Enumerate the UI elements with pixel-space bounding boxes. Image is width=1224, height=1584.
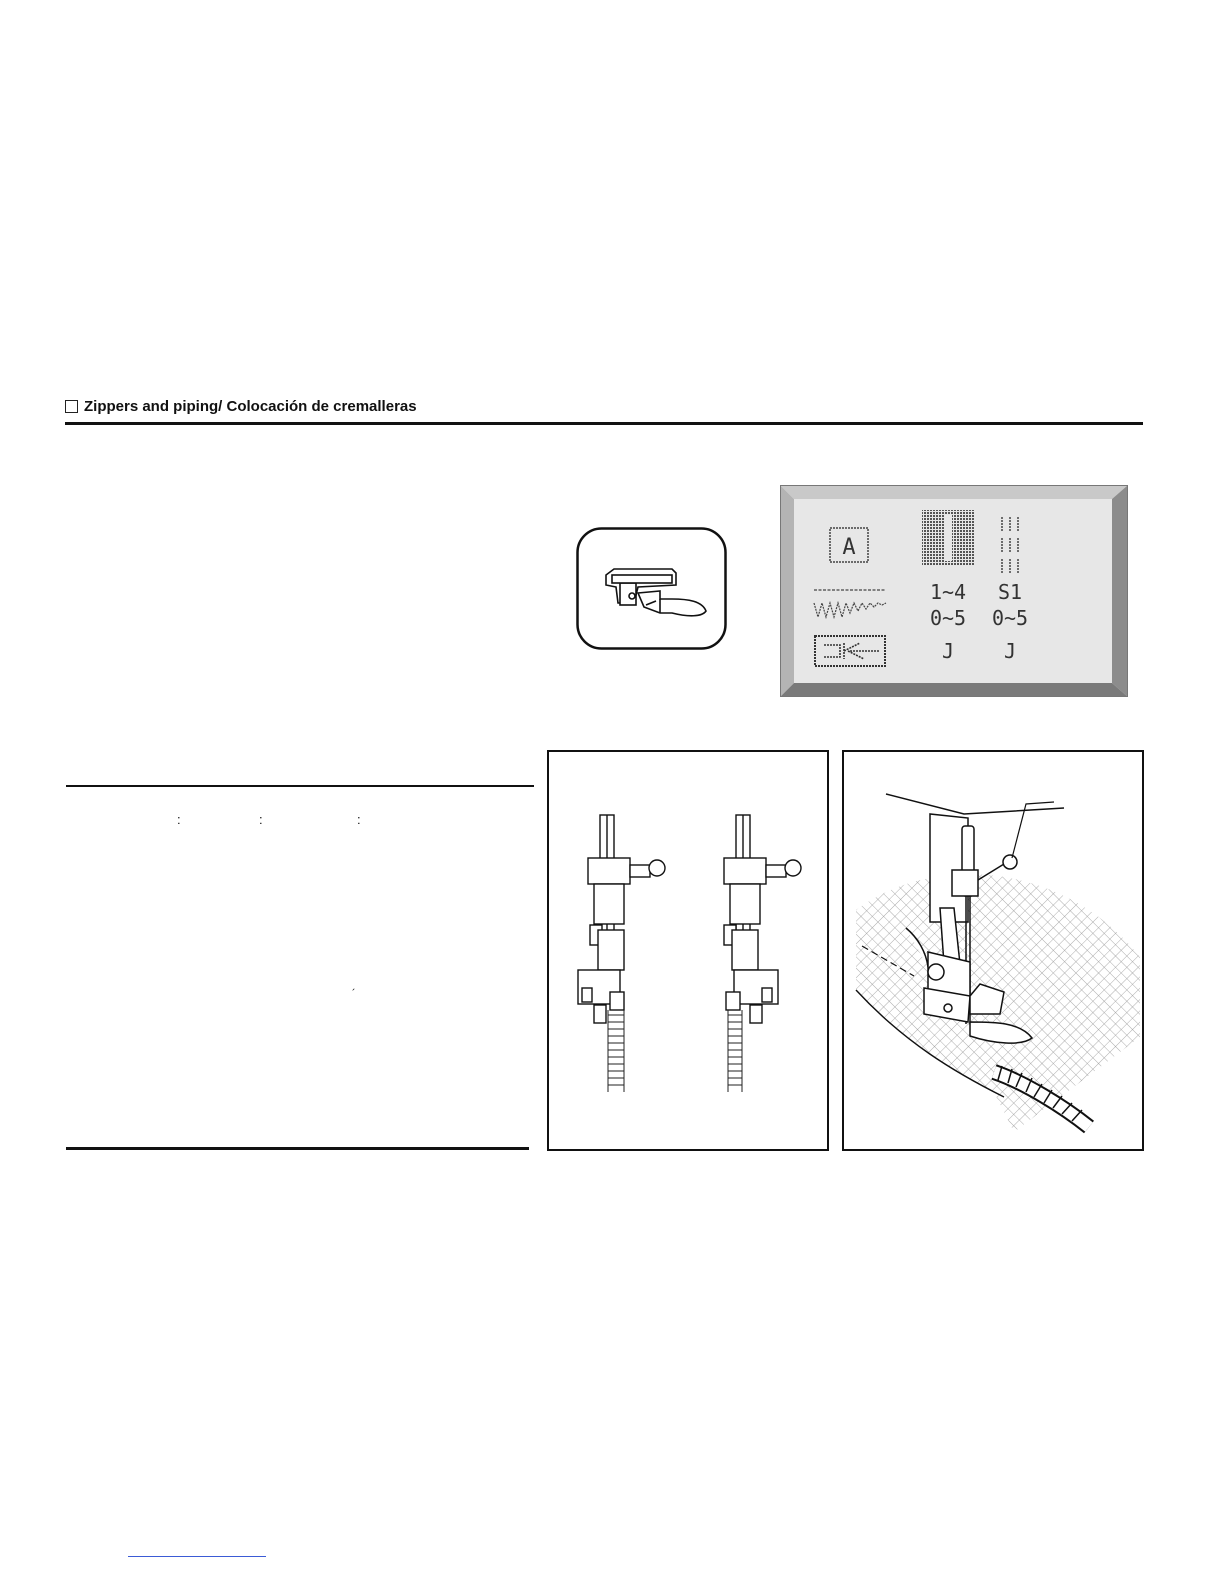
lcd-col1-range: 1~4 xyxy=(929,580,967,604)
section-heading xyxy=(65,398,417,415)
accent-mark: ´ xyxy=(352,988,356,1000)
text-block-top-rule xyxy=(66,785,534,787)
separator-2: : xyxy=(259,812,263,827)
lcd-pattern-letter: A xyxy=(842,535,856,560)
lcd-col2-foot: J xyxy=(1003,639,1017,663)
lcd-display xyxy=(780,485,1128,697)
separator-3: : xyxy=(357,812,361,827)
separator-1: : xyxy=(177,812,181,827)
piping-illustration xyxy=(844,752,1142,1149)
lcd-col1-zigzag: 0~5 xyxy=(929,606,967,630)
zipper-foot-right-position xyxy=(712,810,822,1095)
text-block-bottom-rule xyxy=(66,1147,529,1150)
zipper-foot-left-position xyxy=(570,810,680,1095)
section-title: Zippers and piping/ Colocación de cremalleras xyxy=(84,398,417,415)
zipper-foot-icon xyxy=(576,527,728,651)
heading-rule xyxy=(65,422,1143,425)
lcd-col2-range: S1 xyxy=(997,580,1023,604)
footer-link-underline xyxy=(128,1556,266,1557)
lcd-col2-zigzag: 0~5 xyxy=(991,606,1029,630)
lcd-col1-foot: J xyxy=(941,639,955,663)
checkbox-square-icon xyxy=(65,400,78,413)
